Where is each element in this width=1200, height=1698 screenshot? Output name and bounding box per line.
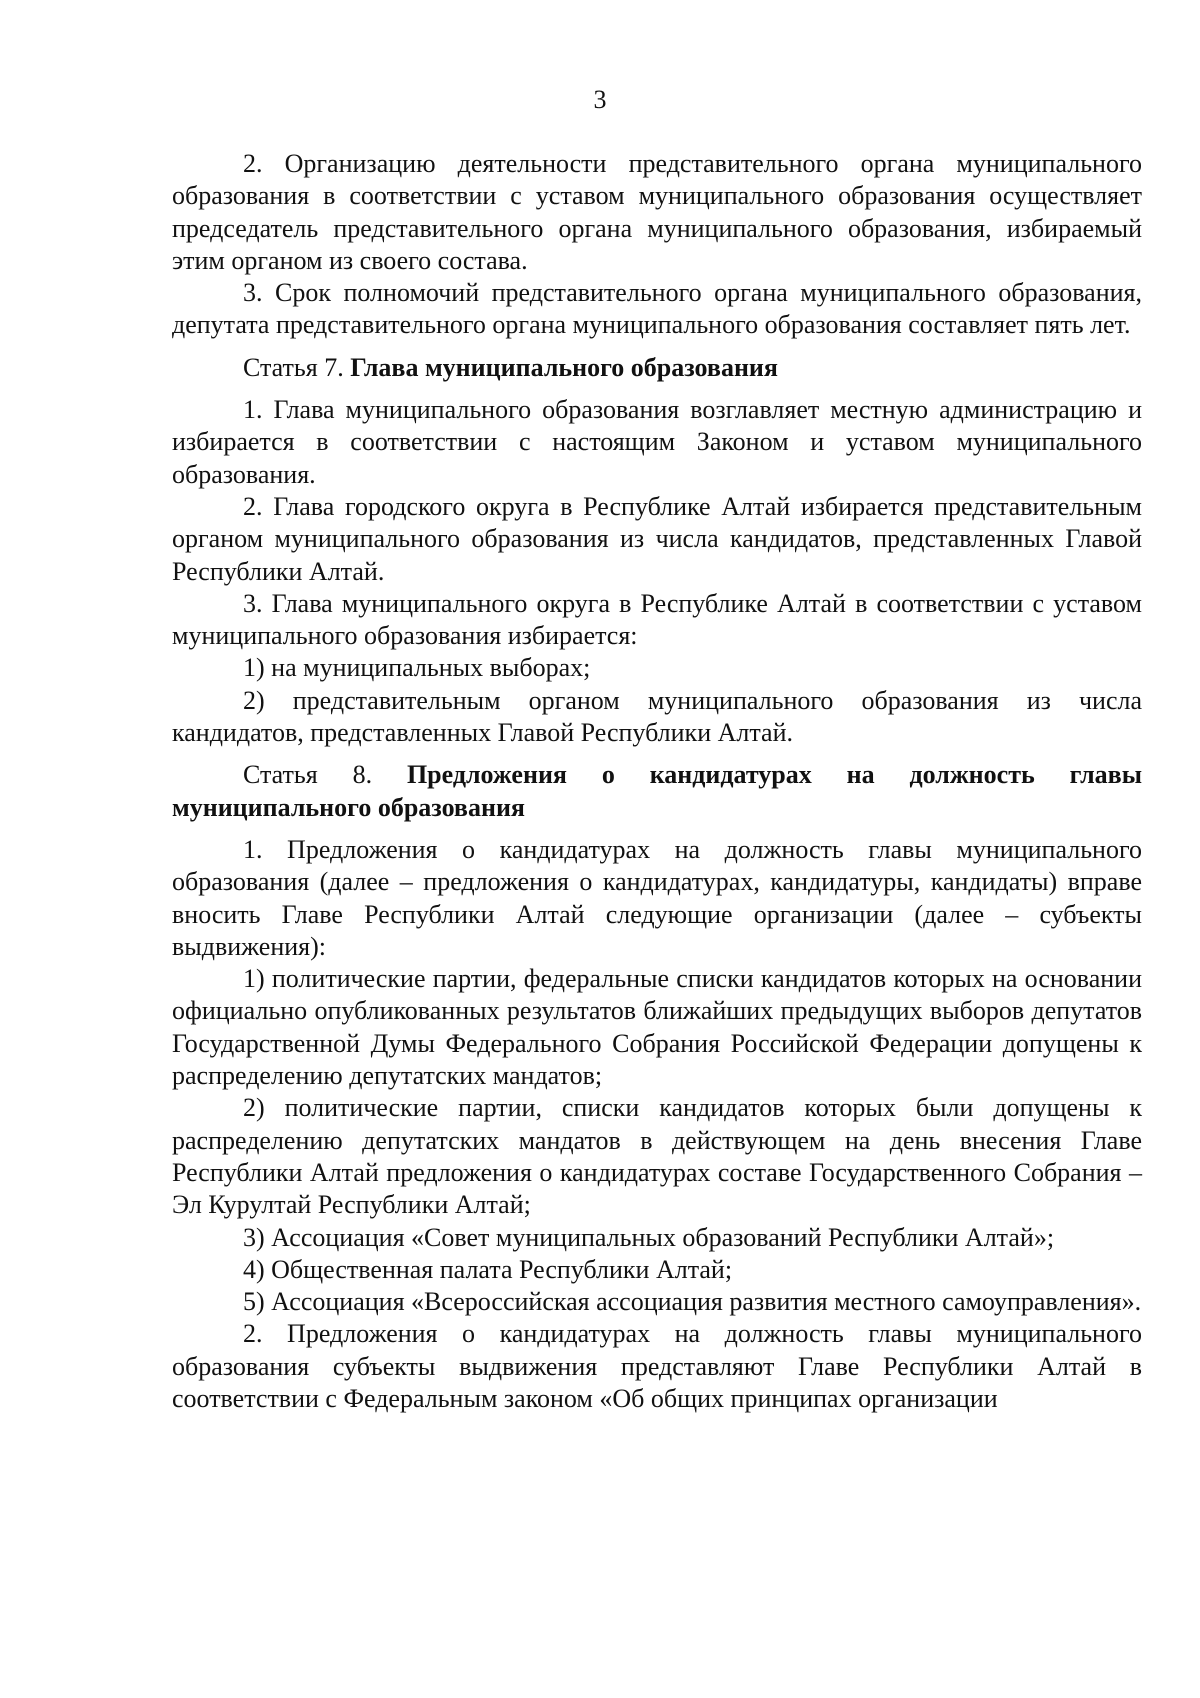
- paragraph-article8-item4: 4) Общественная палата Республики Алтай;: [243, 1254, 733, 1284]
- paragraph-article7-part2: 2. Глава городского округа в Республике Алтай избирается представительным органом муниципального образования из числа кандидатов, представленных Главой Республики Алтай.: [172, 491, 1142, 586]
- document-body: [172, 148, 1142, 1415]
- article-8-title: Предложения о кандидатурах на должность главы муниципального образования: [172, 760, 1142, 822]
- paragraph-article8-item5: 5) Ассоциация «Всероссийская ассоциация развития местного самоуправления».: [243, 1287, 1142, 1317]
- paragraph-article7-item2: 2) представительным органом муниципального образования из числа кандидатов, представленных Главой Республики Алтай.: [172, 685, 1142, 748]
- article-7-title: Глава муниципального образования: [350, 352, 778, 382]
- paragraph-article8-part2: 2. Предложения о кандидатурах на должность главы муниципального образования субъекты выдвижения представляют Главе Республики Алтай в соответствии с Федеральным законом «Об общих принципах организации: [172, 1319, 1142, 1413]
- paragraph-article7-part3: 3. Глава муниципального округа в Республике Алтай в соответствии с уставом муниципального образования избирается:: [172, 588, 1142, 651]
- article-8-prefix: Статья 8.: [243, 760, 373, 790]
- article-7-prefix: Статья 7.: [243, 352, 344, 382]
- paragraph-article8-item3: 3) Ассоциация «Совет муниципальных образований Республики Алтай»;: [243, 1222, 1055, 1252]
- paragraph-article6-part3: 3. Срок полномочий представительного органа муниципального образования, депутата представительного органа муниципального образования составляет пять лет.: [172, 278, 1142, 340]
- paragraph-article8-part1: 1. Предложения о кандидатурах на должность главы муниципального образования (далее – предложения о кандидатурах, кандидатуры, кандидаты) вправе вносить Главе Республики Алтай следующие организации (далее – субъекты выдвижения):: [172, 834, 1142, 961]
- paragraph-article8-item1: 1) политические партии, федеральные списки кандидатов которых на основании официально опубликованных результатов ближайших предыдущих выборов депутатов Государственной Думы Федерального Собрания Российской Федерации допущены к распределению депутатских мандатов;: [172, 964, 1142, 1091]
- paragraph-article6-part2: 2. Организацию деятельности представительного органа муниципального образования в соответствии с уставом муниципального образования осуществляет председатель представительного органа муниципального образования, избираемый этим органом из своего состава.: [172, 149, 1142, 275]
- article-8-heading: [172, 759, 1142, 824]
- paragraph-article7-item1: 1) на муниципальных выборах;: [243, 653, 591, 683]
- page-number: 3: [593, 85, 607, 114]
- article-7-heading: [172, 352, 1142, 384]
- paragraph-article7-part1: 1. Глава муниципального образования возглавляет местную администрацию и избирается в соответствии с настоящим Законом и уставом муниципального образования.: [172, 395, 1142, 489]
- paragraph-article8-item2: 2) политические партии, списки кандидатов которых были допущены к распределению депутатских мандатов в действующем на день внесения Главе Республики Алтай предложения о кандидатурах составе Государственного Собрания – Эл Курултай Республики Алтай;: [172, 1093, 1142, 1220]
